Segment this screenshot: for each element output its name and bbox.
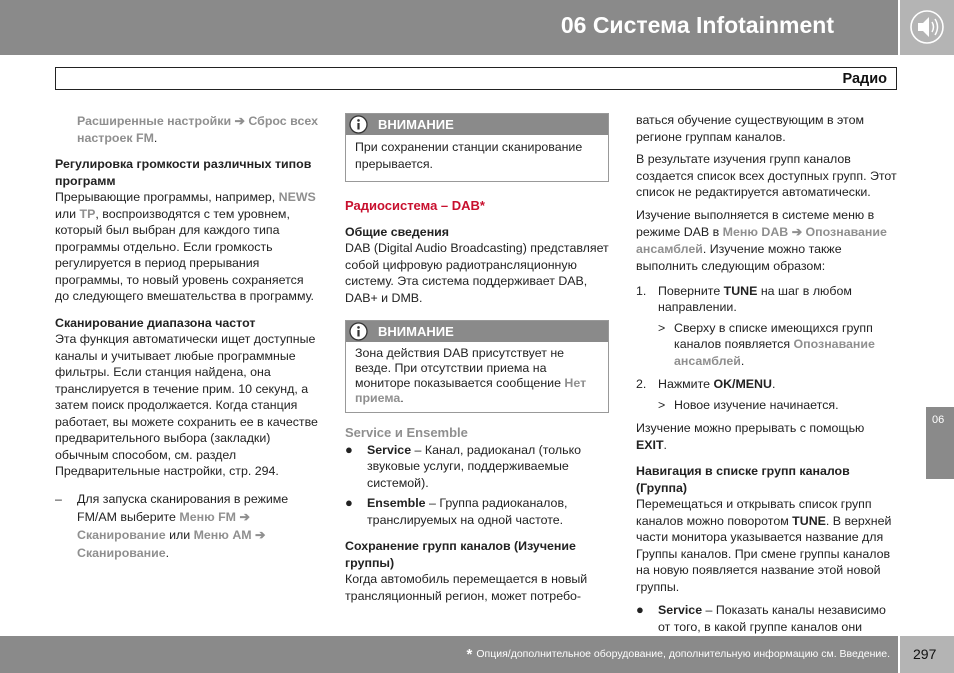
column-3 bbox=[636, 112, 898, 635]
heading-navigation: Навигация в списке групп каналов (Группа) bbox=[636, 464, 850, 495]
punct: . bbox=[663, 437, 667, 452]
definition: – Группа радиоканалов, транслируемых на одной частоте. bbox=[367, 496, 568, 527]
definition: – Канал, радиоканал (только звуковые услуги, поддерживаемые системой). bbox=[367, 442, 582, 490]
warning-text bbox=[346, 342, 608, 412]
chapter-tab bbox=[926, 407, 954, 479]
menu-fm: Меню FM bbox=[179, 509, 237, 524]
section-bar bbox=[55, 67, 897, 90]
footer-note bbox=[467, 647, 890, 662]
dash-marker: – bbox=[55, 491, 62, 506]
term: Service bbox=[367, 442, 412, 457]
text: , воспроизводятся с тем уровнем, который был выбран для каждого типа программы отдельно. Если громкость регулируется в период прерывания программы, то новый уровень сохраняется до следующего вмешательства в программу. bbox=[55, 206, 315, 303]
menu-path-reset bbox=[55, 113, 321, 146]
column-1 bbox=[55, 113, 321, 562]
menu-dab: Меню DAB bbox=[722, 224, 789, 239]
chapter-title: 06 Система Infotainment bbox=[560, 12, 834, 38]
page-number-box bbox=[900, 636, 954, 673]
paragraph-scan: Эта функция автоматически ищет доступные каналы и учитывает любые программные фильтры. Если станция найдена, она транслируется в течение прим. 10 секунд, а затем поиск продолжается. Когда станция работает, вы можете сохранить ее в качестве предварительного выбора (закладки) обычным способом, см. раздел Предварительные настройки, стр. 294. bbox=[55, 332, 318, 478]
bullet-icon: ● bbox=[345, 495, 353, 510]
text: . В верхней части монитора указывается название для Группы каналов. При смене группы каналов на новую появляется название этой новой группы. bbox=[636, 513, 892, 594]
paragraph-volume bbox=[55, 189, 321, 305]
list-item bbox=[345, 442, 609, 492]
text: Изучение выполняется в системе меню в режиме DAB в bbox=[636, 207, 875, 239]
info-icon bbox=[349, 322, 368, 341]
warning-box-2 bbox=[345, 320, 609, 413]
text: Зона действия DAB присутствует не везде. При отсутствии приема на мониторе показывается сообщение bbox=[355, 346, 565, 390]
asterisk: * bbox=[466, 646, 473, 663]
arrow-icon: ➔ bbox=[255, 527, 266, 542]
text: на шаг в любом направлении. bbox=[658, 283, 852, 314]
step-1-result bbox=[636, 320, 898, 370]
warning-header bbox=[346, 321, 608, 342]
column-2 bbox=[345, 113, 609, 604]
ok-menu-label: OK/MENU bbox=[713, 377, 772, 391]
text: Изучение можно прерывать с помощью bbox=[636, 421, 865, 435]
list-item bbox=[636, 602, 898, 635]
text: Новое изучение начинается. bbox=[674, 397, 839, 412]
text: или bbox=[165, 527, 194, 542]
speaker-icon bbox=[900, 0, 954, 55]
text: Для запуска сканирования в режиме FM/AM выберите bbox=[77, 491, 289, 524]
paragraph-general: DAB (Digital Audio Broadcasting) представляет собой цифровую радиотрансляционную систему. Эта система поддерживает DAB, DAB+ и DMB. bbox=[345, 241, 609, 305]
warning-title: ВНИМАНИЕ bbox=[378, 324, 454, 339]
heading-volume: Регулировка громкости различных типов программ bbox=[55, 157, 312, 188]
menu-link-reset-fm: Сброс всех настроек FM bbox=[77, 114, 318, 145]
paragraph-learn: ваться обучение существующим в этом регионе группам каналов. bbox=[636, 113, 864, 144]
text: Нажмите bbox=[658, 377, 714, 391]
menu-am: Меню AM bbox=[193, 527, 252, 542]
paragraph-save-groups: Когда автомобиль перемещается в новый трансляционный регион, может потребо- bbox=[345, 572, 588, 603]
step-1 bbox=[636, 283, 898, 316]
section-title: Радио bbox=[842, 71, 887, 87]
warning-box-1 bbox=[345, 113, 609, 182]
text: или bbox=[55, 206, 80, 221]
arrow-icon: ➔ bbox=[239, 509, 250, 524]
heading-general: Общие сведения bbox=[345, 224, 450, 239]
step-number: 2. bbox=[636, 377, 647, 391]
text: Сверху в списке имеющихся групп каналов появляется bbox=[674, 320, 873, 351]
arrow-icon: ➔ bbox=[234, 114, 245, 128]
ensemble-detect: Опознавание ансамблей bbox=[636, 224, 887, 256]
text: . Изучение можно также выполнить следующим образом: bbox=[636, 241, 842, 273]
info-icon bbox=[349, 115, 368, 134]
punct: . bbox=[153, 130, 158, 145]
tp-label: TP bbox=[79, 206, 96, 221]
step-2 bbox=[636, 376, 898, 393]
ensemble-detect: Опознавание ансамблей bbox=[674, 337, 875, 368]
result-marker: > bbox=[658, 320, 666, 335]
scan-fm: Сканирование bbox=[77, 527, 166, 542]
step-number: 1. bbox=[636, 283, 647, 298]
scan-instruction bbox=[55, 490, 321, 562]
text: Перемещаться и открывать список групп каналов можно поворотом bbox=[636, 497, 872, 528]
text: Прерывающие программы, например, bbox=[55, 190, 279, 204]
heading-save-groups: Сохранение групп каналов (Изучение группы) bbox=[345, 539, 576, 570]
punct: . bbox=[165, 545, 170, 560]
term: Service bbox=[658, 603, 703, 617]
heading-service-ensemble: Service и Ensemble bbox=[345, 425, 468, 440]
warning-header bbox=[346, 114, 608, 135]
punct: . bbox=[771, 377, 776, 391]
paragraph-menu-path bbox=[636, 207, 898, 275]
tune-label: TUNE bbox=[792, 513, 826, 528]
bullet-icon: ● bbox=[636, 602, 644, 617]
step-2-result bbox=[636, 397, 898, 414]
news-label: NEWS bbox=[278, 190, 316, 204]
text: Поверните bbox=[658, 283, 724, 298]
arrow-icon: ➔ bbox=[791, 224, 803, 239]
scan-am: Сканирование bbox=[77, 545, 166, 560]
paragraph-exit bbox=[636, 420, 898, 453]
term: Ensemble bbox=[367, 496, 426, 510]
tune-label: TUNE bbox=[723, 283, 758, 298]
heading-scan: Сканирование диапазона частот bbox=[55, 315, 256, 330]
warning-title: ВНИМАНИЕ bbox=[378, 117, 454, 132]
bullet-icon: ● bbox=[345, 441, 353, 457]
footer-text: Опция/дополнительное оборудование, дополнительную информацию см. Введение. bbox=[476, 648, 890, 660]
definition: – Показать каналы независимо от того, в какой группе каналов они bbox=[658, 603, 886, 634]
page-footer bbox=[0, 636, 898, 673]
result-marker: > bbox=[658, 397, 666, 412]
heading-dab: Радиосистема – DAB* bbox=[345, 198, 485, 213]
page-header bbox=[0, 0, 898, 55]
punct: . bbox=[400, 391, 404, 405]
paragraph-list: В результате изучения групп каналов создается список всех доступных групп. Этот список не редактируется автоматически. bbox=[636, 152, 897, 199]
warning-text: При сохранении станции сканирование прерывается. bbox=[355, 140, 583, 171]
no-reception-msg: Нет приема bbox=[355, 376, 587, 405]
list-item bbox=[345, 495, 609, 528]
punct: . bbox=[740, 353, 745, 368]
chapter-tab-label: 06 bbox=[932, 414, 945, 426]
paragraph-navigation bbox=[636, 496, 898, 595]
page-number: 297 bbox=[913, 646, 937, 662]
menu-link-advanced: Расширенные настройки bbox=[77, 114, 232, 128]
exit-label: EXIT bbox=[636, 437, 664, 452]
